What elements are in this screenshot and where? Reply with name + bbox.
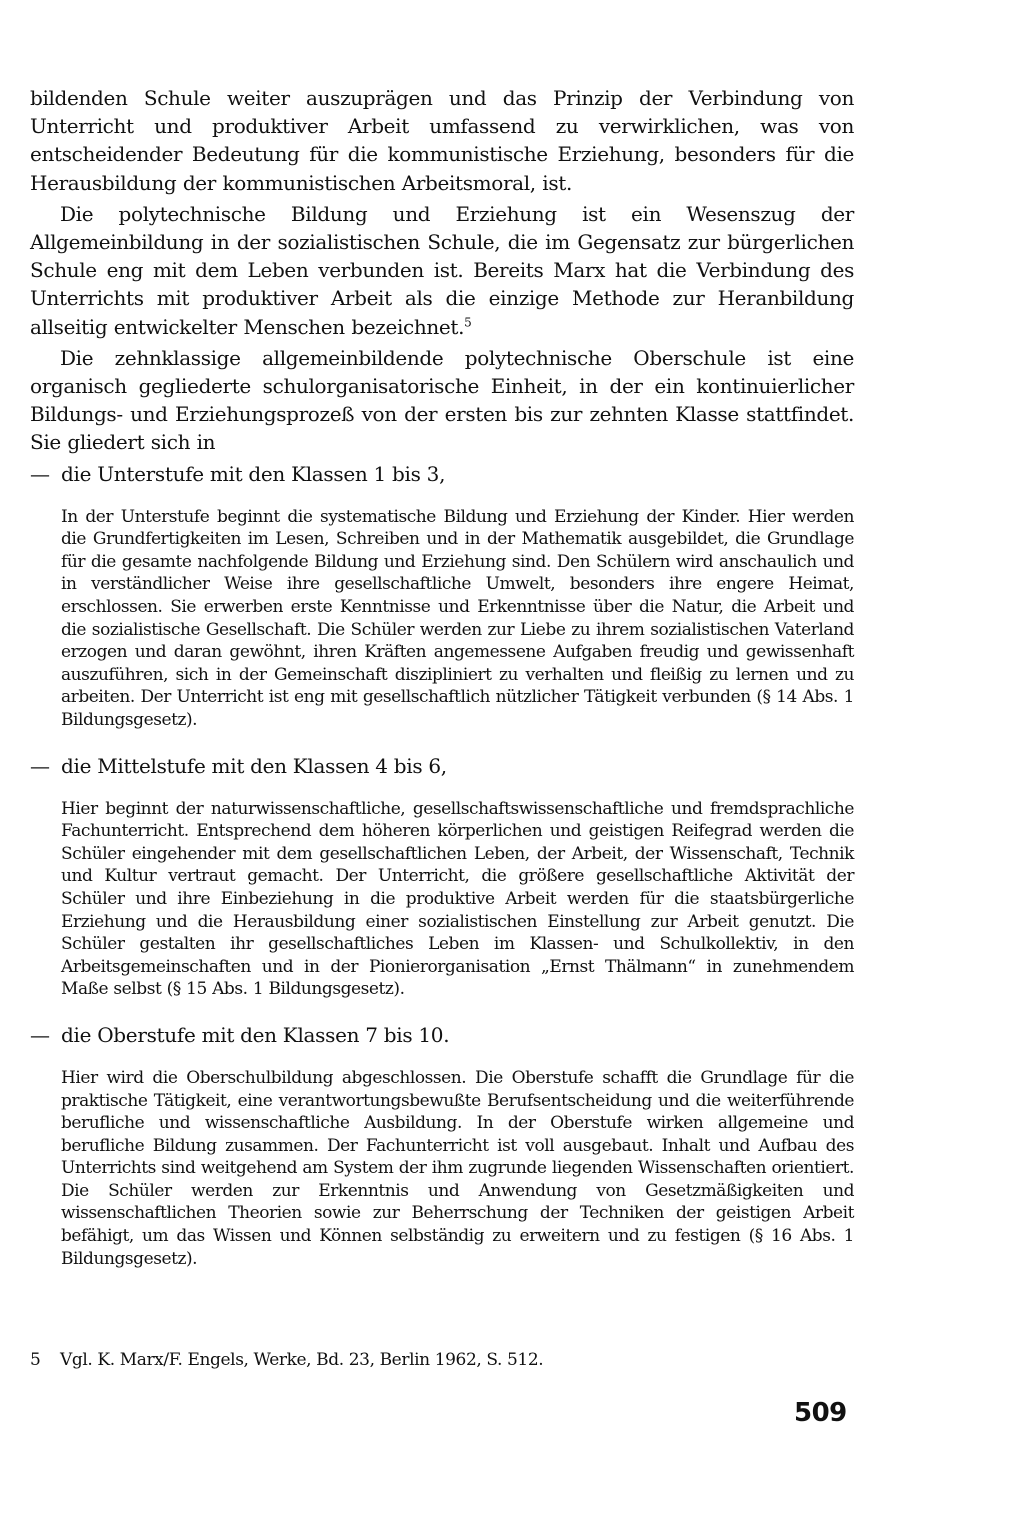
paragraph-2-text: Die polytechnische Bildung und Erziehung ist ein Wesenszug der Allgemeinbildung in der sozialistischen Schule, die im Gegensatz zur bürgerlichen Schule eng mit dem Leben verbunden ist. Bereits Marx hat die Verbindung des Unterrichts mit produktiver Arbeit als die einzige Methode zur Heranbildung allseitig entwickelter Menschen bezeichnet. [30,201,854,339]
oberstufe-description: Hier wird die Oberschulbildung abgeschlossen. Die Oberstufe schafft die Grundlage für die praktische Tätigkeit, eine verantwortungsbewußte Berufsentscheidung und die weiterführende berufliche und wissenschaftliche Ausbildung. In der Oberstufe wirken allgemeine und berufliche Bildung zusammen. Der Fachunterricht ist voll ausgebaut. Inhalt und Aufbau des Unterrichts sind weitgehend am System der ihm zugrunde liegenden Wissenschaften orientiert. Die Schüler werden zur Erkenntnis und Anwendung von Gesetzmäßigkeiten und wissenschaftlichen Theorien sowie zur Beherrschung der Techniken der geistigen Arbeit befähigt, um das Wissen und Können selbständig zu erweitern und zu festigen (§ 16 Abs. 1 Bildungsgesetz). [61,1067,854,1269]
paragraph-1: bildenden Schule weiter auszuprägen und das Prinzip der Verbindung von Unterricht und produktiver Arbeit umfassend zu verwirklichen, was von entscheidender Bedeutung für die kommunistische Erziehung, besonders für die Herausbildung der kommunistischen Arbeitsmoral, ist. [30,86,854,195]
footnote-number: 5 [30,1350,41,1370]
list-item-label: die Unterstufe mit den Klassen 1 bis 3, [61,461,446,486]
list-item-unterstufe [30,460,854,488]
unterstufe-description: In der Unterstufe beginnt die systematische Bildung und Erziehung der Kinder. Hier werden die Grundfertigkeiten im Lesen, Schreiben und in der Mathematik ausgebildet, die Grundlage für die gesamte nachfolgende Bildung und Erziehung sind. Den Schülern wird anschaulich und in verständlicher Weise ihre gesellschaftliche Umwelt, besonders ihre engere Heimat, erschlossen. Sie erwerben erste Kenntnisse und Erkenntnisse über die Natur, die Arbeit und die sozialistische Gesellschaft. Die Schüler werden zur Liebe zu ihrem sozialistischen Vaterland erzogen und daran gewöhnt, ihren Kräften angemessene Aufgaben freudig und gewissenhaft auszuführen, sich in der Gemeinschaft diszipliniert zu verhalten und fleißig zu lernen und zu arbeiten. Der Unterricht ist eng mit gesellschaftlich nützlicher Tätigkeit verbunden (§ 14 Abs. 1 Bildungsgesetz). [61,506,854,730]
page-body [30,84,854,1270]
list-dash: — [30,753,50,778]
list-item-label: die Oberstufe mit den Klassen 7 bis 10. [61,1022,450,1047]
list-dash: — [30,461,50,486]
paragraph-2 [30,200,854,341]
list-item-label: die Mittelstufe mit den Klassen 4 bis 6, [61,753,447,778]
footnote [30,1349,543,1371]
list-item-mittelstufe [30,752,854,780]
list-item-oberstufe [30,1021,854,1049]
page-number: 509 [794,1398,847,1428]
list-dash: — [30,1022,50,1047]
mittelstufe-description: Hier beginnt der naturwissenschaftliche, gesellschaftswissenschaftliche und fremdsprachliche Fachunterricht. Entsprechend dem höheren körperlichen und geistigen Reifegrad werden die Schüler eingehender mit dem gesellschaftlichen Leben, der Arbeit, der Wissenschaft, Technik und Kultur vertraut gemacht. Der Unterricht, die größere gesellschaftliche Aktivität der Schüler und ihre Einbeziehung in die produktive Arbeit werden für die staatsbürgerliche Erziehung und die Herausbildung einer sozialistischen Einstellung zur Arbeit genutzt. Die Schüler gestalten ihr gesellschaftliches Leben im Klassen- und Schulkollektiv, in den Arbeitsgemeinschaften und in der Pionierorganisation „Ernst Thälmann“ in zunehmendem Maße selbst (§ 15 Abs. 1 Bildungsgesetz). [61,798,854,1000]
footnote-text: Vgl. K. Marx/F. Engels, Werke, Bd. 23, Berlin 1962, S. 512. [60,1350,544,1370]
footnote-reference[interactable]: 5 [464,314,472,329]
paragraph-3: Die zehnklassige allgemeinbildende polytechnische Oberschule ist eine organisch gegliederte schulorganisatorische Einheit, in der ein kontinuierlicher Bildungs- und Erziehungsprozeß von der ersten bis zur zehnten Klasse stattfindet. Sie gliedert sich in [30,345,854,455]
